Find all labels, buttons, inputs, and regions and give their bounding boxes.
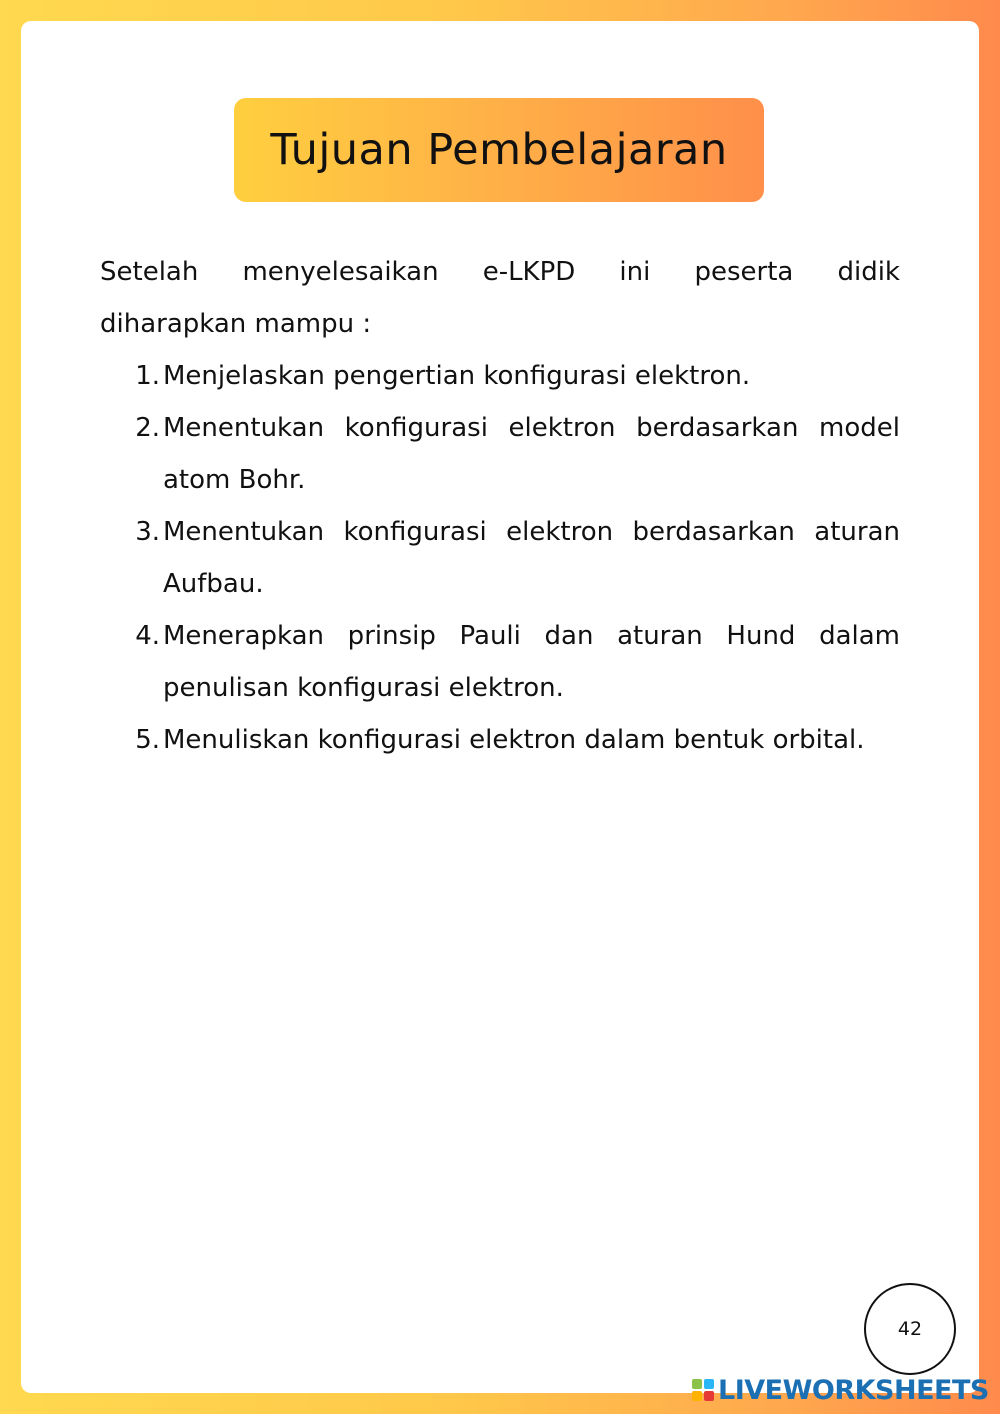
list-item-text: Menentukan konfigurasi elektron berdasarkan aturan Aufbau. xyxy=(163,517,900,599)
intro-line-1: Setelah menyelesaikan e-LKPD ini peserta didik xyxy=(100,257,900,287)
list-item xyxy=(100,350,900,402)
liveworksheets-watermark xyxy=(692,1374,989,1406)
page-title: Tujuan Pembelajaran xyxy=(270,125,728,175)
list-item-number: 3. xyxy=(135,517,160,547)
list-item-text: Menentukan konfigurasi elektron berdasarkan model atom Bohr. xyxy=(163,413,900,495)
list-item xyxy=(100,506,900,610)
watermark-text: LIVEWORKSHEETS xyxy=(718,1374,989,1406)
list-item xyxy=(100,402,900,506)
list-item-text: Menjelaskan pengertian konfigurasi elektron. xyxy=(163,361,751,391)
list-item xyxy=(100,610,900,714)
intro-paragraph xyxy=(100,246,900,350)
list-item-number: 5. xyxy=(135,725,160,755)
liveworksheets-logo-icon xyxy=(692,1379,714,1401)
learning-goals-list xyxy=(100,350,900,766)
page-number-badge xyxy=(864,1283,956,1375)
list-item-number: 4. xyxy=(135,621,160,651)
title-banner xyxy=(234,98,764,202)
list-item-text: Menerapkan prinsip Pauli dan aturan Hund dalam penulisan konfigurasi elektron. xyxy=(163,621,900,703)
list-item xyxy=(100,714,900,766)
intro-line-2: diharapkan mampu : xyxy=(100,309,372,339)
list-item-number: 2. xyxy=(135,413,160,443)
list-item-text: Menuliskan konfigurasi elektron dalam bentuk orbital. xyxy=(163,725,865,755)
page-number: 42 xyxy=(897,1318,923,1340)
list-item-number: 1. xyxy=(135,361,160,391)
